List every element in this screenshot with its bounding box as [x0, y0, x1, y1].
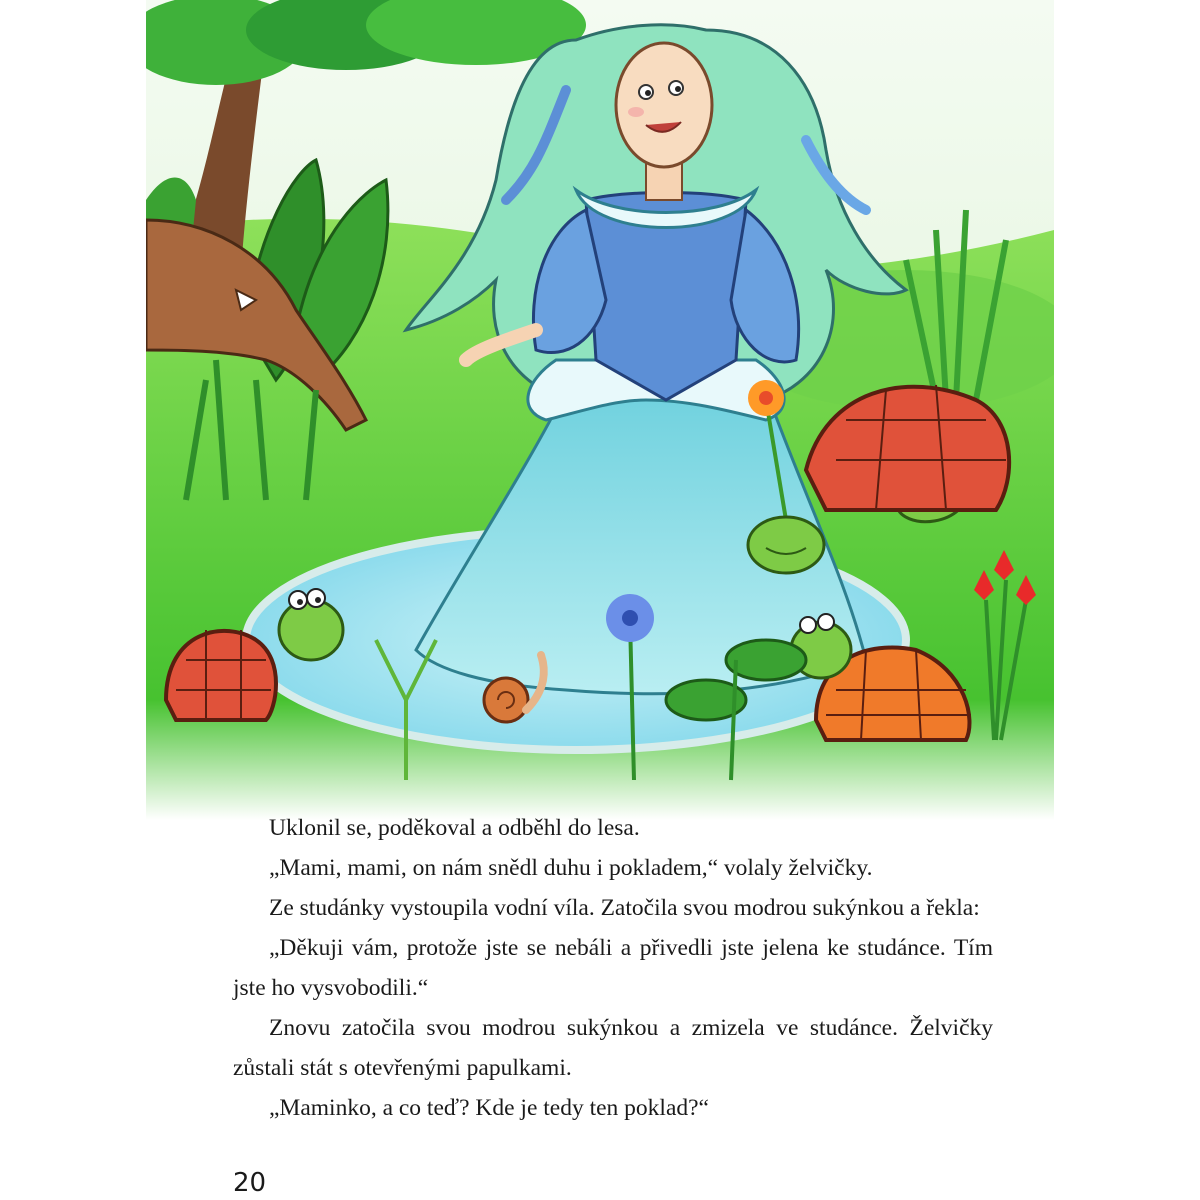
story-paragraph: „Mami, mami, on nám snědl duhu i pokladem,“ volaly želvičky. [269, 855, 873, 881]
page-number: 20 [233, 1168, 267, 1198]
story-text [233, 808, 993, 1128]
fairy-pond-illustration [146, 0, 1054, 820]
story-paragraph: Uklonil se, poděkoval a odběhl do lesa. [269, 815, 640, 841]
story-paragraph: Ze studánky vystoupila vodní víla. Zatočila svou modrou sukýnkou a řekla: [269, 895, 980, 921]
story-paragraph: „Maminko, a co teď? Kde je tedy ten poklad?“ [269, 1095, 709, 1121]
story-paragraph: „Děkuji vám, protože jste se nebáli a přivedli jste jelena ke studánce. Tím jste ho vysvobodili.“ [233, 935, 993, 1001]
story-paragraph: Znovu zatočila svou modrou sukýnkou a zmizela ve studánce. Želvičky zůstali stát s otevřenými papulkami. [233, 1015, 993, 1081]
